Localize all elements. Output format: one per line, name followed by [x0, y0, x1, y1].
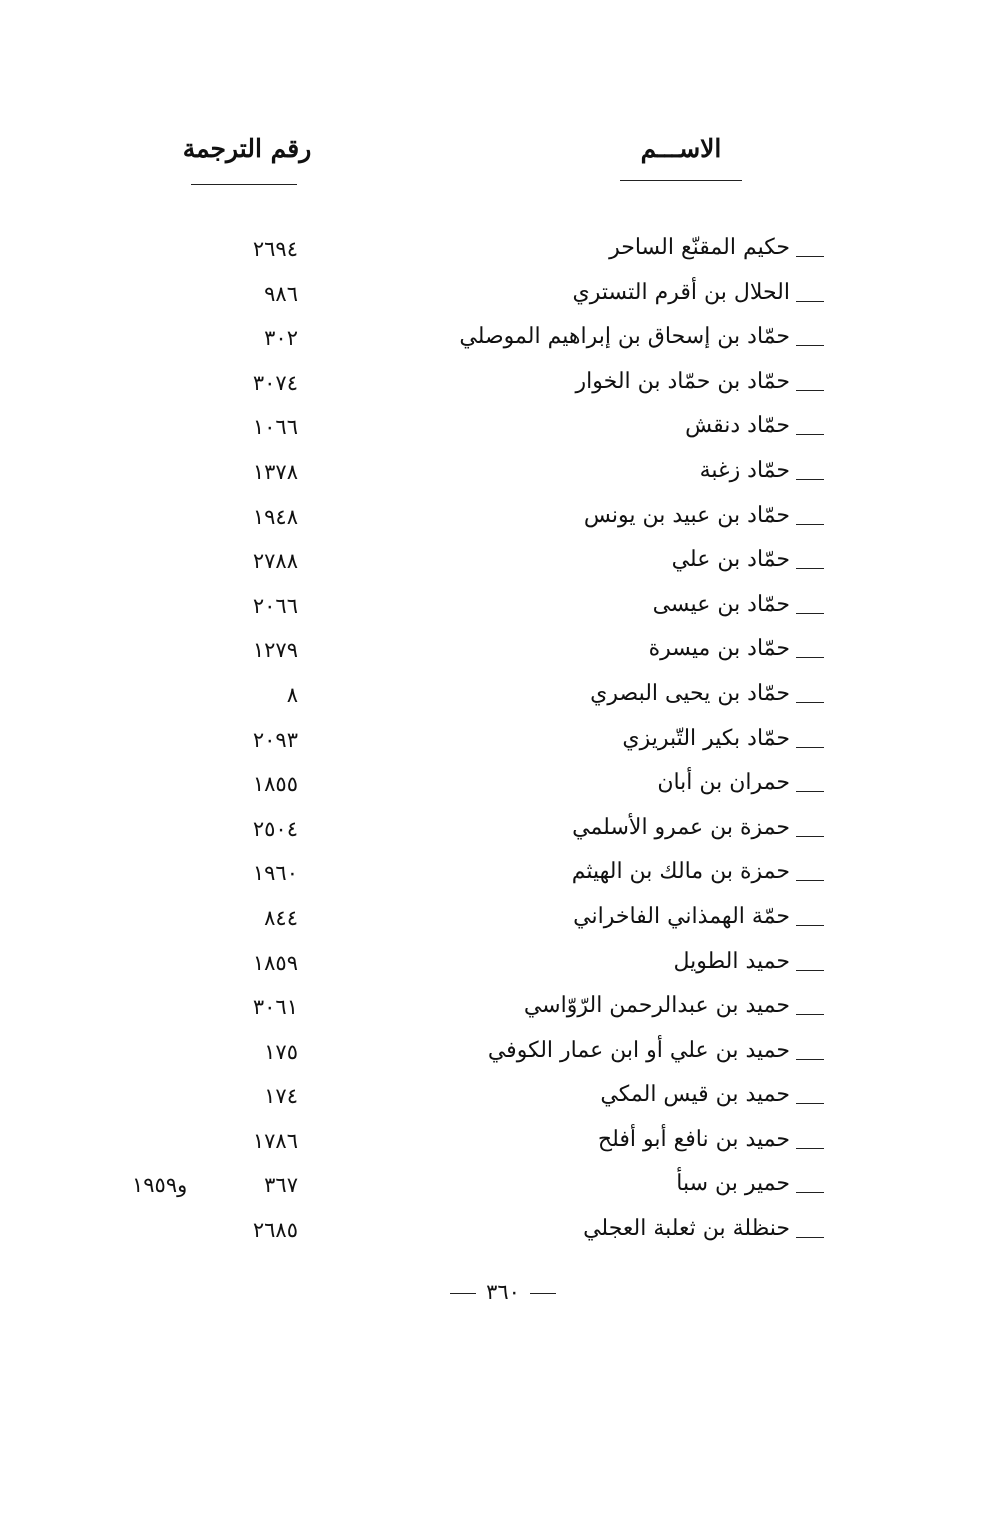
entry-number: ١٨٥٩ [252, 950, 298, 975]
entry-dash [796, 1192, 824, 1193]
entry-dash [796, 1014, 824, 1015]
entry-name: حمزة بن عمرو الأسلمي [572, 814, 790, 840]
entry-number: ٣٠٢ [264, 326, 298, 351]
entry-name: حمّاد بن ميسرة [648, 636, 790, 662]
entry-number: ١٠٦٦ [252, 415, 298, 440]
entry-name: حكيم المقنّع الساحر [609, 235, 790, 260]
index-row [0, 947, 1006, 992]
entry-dash [796, 390, 824, 391]
name-column-header: الاســـم [640, 134, 722, 163]
entry-number: ٨٤٤ [264, 905, 298, 930]
number-header-underline [191, 184, 297, 185]
index-row [0, 411, 1006, 456]
entry-number: ٣٠٧٤ [252, 370, 298, 395]
entry-dash [796, 657, 824, 658]
index-row [0, 367, 1006, 412]
entry-name: حمزة بن مالك بن الهيثم [571, 859, 790, 885]
entry-name: حميد بن نافع أبو أفلح [597, 1126, 790, 1152]
entry-name: حمّاد بن عبيد بن يونس [583, 502, 790, 528]
entry-number: ١٢٧٩ [252, 638, 298, 663]
entry-number: ٨ [286, 682, 298, 707]
entry-name: حمير بن سبأ [676, 1171, 790, 1197]
entry-name: حمّاد بن علي [671, 547, 790, 573]
entry-name: حمّاد بن يحيى البصري [590, 680, 790, 706]
entry-dash [796, 747, 824, 748]
index-row [0, 501, 1006, 546]
page-footer [0, 1280, 1006, 1304]
entry-number: ٢٠٩٣ [252, 727, 298, 752]
entry-name: حمّاد بن عيسى [652, 591, 790, 617]
entry-dash [796, 613, 824, 614]
entry-name: حنظلة بن ثعلبة العجلي [583, 1216, 790, 1242]
entry-number: ١٧٥ [264, 1039, 298, 1064]
entry-name: حميد الطويل [673, 948, 790, 974]
index-row [0, 1036, 1006, 1081]
entry-name: حميد بن عبدالرحمن الرّوّاسي [523, 993, 790, 1019]
index-row [0, 634, 1006, 679]
entry-number: ٢٥٠٤ [252, 816, 298, 841]
name-header-underline [620, 180, 742, 181]
entry-number: ٢٠٦٦ [252, 593, 298, 618]
index-row [0, 768, 1006, 813]
entry-number: ١٨٥٥ [252, 772, 298, 797]
index-row [0, 1125, 1006, 1170]
entry-dash [796, 301, 824, 302]
entry-dash [796, 836, 824, 837]
entry-dash [796, 925, 824, 926]
index-row [0, 322, 1006, 367]
number-column-header: رقم الترجمة [182, 134, 312, 163]
index-entries [0, 233, 1006, 1259]
entry-number: ٣٠٦١ [252, 995, 298, 1020]
entry-dash [796, 568, 824, 569]
index-row [0, 545, 1006, 590]
index-row [0, 456, 1006, 501]
entry-dash [796, 479, 824, 480]
index-row [0, 991, 1006, 1036]
entry-dash [796, 1237, 824, 1238]
entry-number: ١٧٤ [264, 1084, 298, 1109]
index-row [0, 233, 1006, 278]
entry-name: حميد بن علي أو ابن عمار الكوفي [487, 1037, 790, 1063]
entry-name: حميد بن قيس المكي [600, 1082, 790, 1108]
entry-number: ٣٦٧ [264, 1173, 298, 1198]
entry-name: حمّة الهمذاني الفاخراني [573, 903, 790, 929]
entry-number: ٢٧٨٨ [252, 549, 298, 574]
entry-dash [796, 1148, 824, 1149]
entry-dash [796, 345, 824, 346]
entry-dash [796, 434, 824, 435]
index-row [0, 813, 1006, 858]
index-row [0, 857, 1006, 902]
page-number: ٣٦٠ [486, 1280, 520, 1304]
entry-name: حمّاد دنقش [685, 413, 790, 439]
entry-number: ١٩٤٨ [252, 504, 298, 529]
entry-dash [796, 1103, 824, 1104]
entry-number: ٩٨٦ [264, 281, 298, 306]
entry-number: ٢٦٨٥ [252, 1218, 298, 1243]
entry-name: حمران بن أبان [657, 770, 790, 796]
entry-number: ٢٦٩٤ [252, 237, 298, 261]
entry-dash [796, 702, 824, 703]
index-row [0, 278, 1006, 323]
entry-name: الحلال بن أقرم التستري [572, 279, 790, 305]
entry-dash [796, 880, 824, 881]
entry-number: ١٣٧٨ [252, 459, 298, 484]
index-row [0, 679, 1006, 724]
footer-dash-right [530, 1293, 556, 1294]
index-row [0, 590, 1006, 635]
index-row [0, 1214, 1006, 1259]
entry-name: حمّاد بن حمّاد بن الخوار [575, 368, 790, 394]
entry-dash [796, 970, 824, 971]
entry-dash [796, 524, 824, 525]
entry-number: ١٧٨٦ [252, 1128, 298, 1153]
entry-name: حمّاد بن إسحاق بن إبراهيم الموصلي [459, 324, 790, 350]
entry-dash [796, 256, 824, 257]
entry-number: ١٩٦٠ [252, 861, 298, 886]
entry-name: حمّاد بكير التّبريزي [622, 725, 790, 751]
index-row [0, 724, 1006, 769]
index-row [0, 1080, 1006, 1125]
index-row [0, 902, 1006, 947]
index-row [0, 1169, 1006, 1214]
entry-extra-number: و١٩٥٩ [132, 1173, 188, 1198]
entry-dash [796, 791, 824, 792]
footer-dash-left [450, 1293, 476, 1294]
entry-name: حمّاد زغبة [699, 457, 790, 483]
entry-dash [796, 1059, 824, 1060]
